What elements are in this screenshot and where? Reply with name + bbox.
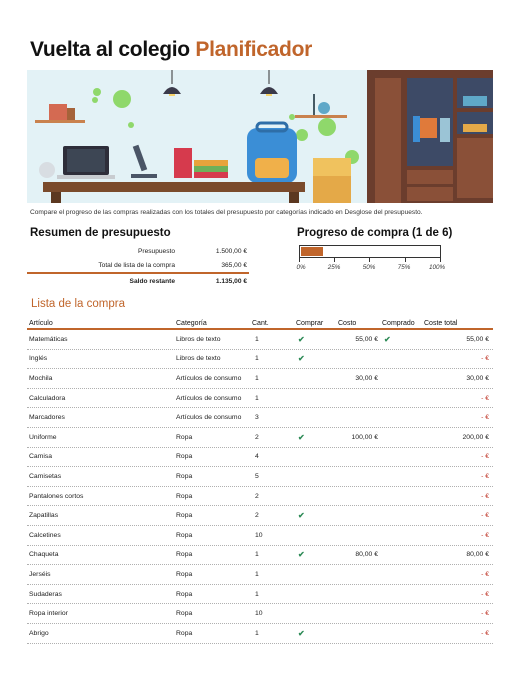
total-cost-cell: 200,00 €	[462, 433, 489, 441]
table-header	[27, 318, 493, 330]
quantity-cell[interactable]: 1	[255, 374, 259, 382]
article-cell: Pantalones cortos	[29, 492, 84, 500]
total-cost-cell: - €	[481, 355, 489, 363]
budget-summary	[27, 244, 249, 289]
quantity-cell[interactable]: 3	[255, 414, 259, 422]
table-row[interactable]	[27, 408, 493, 428]
remaining-balance-row	[27, 272, 249, 289]
purchase-progress-title: Progreso de compra (1 de 6)	[297, 227, 453, 239]
total-cost-cell: 55,00 €	[466, 335, 489, 343]
progress-tick	[369, 258, 370, 262]
cost-cell[interactable]: 55,00 €	[355, 335, 378, 343]
progress-tick	[334, 258, 335, 262]
column-header-buy: Comprar	[296, 319, 324, 327]
quantity-cell[interactable]: 1	[255, 394, 259, 402]
table-row[interactable]	[27, 369, 493, 389]
category-cell: Ropa	[176, 492, 193, 500]
total-cost-cell: - €	[481, 394, 489, 402]
column-header-quantity: Cant.	[252, 319, 269, 327]
article-cell: Calculadora	[29, 394, 66, 402]
page-caption: Compare el progreso de las compras realizadas con los totales del presupuesto por categorías indicado en Desglose del presupuesto.	[30, 209, 423, 216]
column-header-total-cost: Coste total	[424, 319, 458, 327]
quantity-cell[interactable]: 10	[255, 531, 263, 539]
title-part-1: Vuelta al colegio	[30, 38, 190, 61]
buy-checkbox[interactable]: ✔	[298, 628, 305, 638]
shopping-list-table	[27, 318, 493, 644]
quantity-cell[interactable]: 2	[255, 492, 259, 500]
shopping-total-row	[27, 258, 249, 272]
quantity-cell[interactable]: 5	[255, 472, 259, 480]
total-cost-cell: - €	[481, 531, 489, 539]
column-header-article: Artículo	[29, 319, 53, 327]
buy-checkbox[interactable]: ✔	[298, 354, 305, 364]
total-cost-cell: - €	[481, 414, 489, 422]
table-row[interactable]	[27, 506, 493, 526]
category-cell: Ropa	[176, 629, 193, 637]
buy-checkbox[interactable]: ✔	[298, 550, 305, 560]
shopping-total-value: 365,00 €	[221, 261, 247, 269]
progress-tick	[440, 258, 441, 262]
progress-tick-label: 75%	[397, 264, 411, 271]
article-cell: Ropa interior	[29, 610, 68, 618]
category-cell: Ropa	[176, 512, 193, 520]
progress-tick-label: 0%	[296, 264, 306, 271]
category-cell: Libros de texto	[176, 355, 221, 363]
total-cost-cell: - €	[481, 629, 489, 637]
article-cell: Camisetas	[29, 472, 62, 480]
total-cost-cell: 80,00 €	[466, 551, 489, 559]
article-cell: Zapatillas	[29, 512, 59, 520]
article-cell: Inglés	[29, 355, 48, 363]
table-row[interactable]	[27, 546, 493, 566]
table-body	[27, 330, 493, 644]
budget-row	[27, 244, 249, 258]
purchase-progress-fill	[301, 247, 323, 256]
category-cell: Ropa	[176, 610, 193, 618]
total-cost-cell: - €	[481, 453, 489, 461]
category-cell: Artículos de consumo	[176, 394, 242, 402]
table-row[interactable]	[27, 330, 493, 350]
total-cost-cell: - €	[481, 472, 489, 480]
category-cell: Artículos de consumo	[176, 374, 242, 382]
quantity-cell[interactable]: 2	[255, 512, 259, 520]
header-illustration	[27, 70, 493, 203]
classroom-illustration	[27, 70, 493, 203]
quantity-cell[interactable]: 1	[255, 570, 259, 578]
buy-checkbox[interactable]: ✔	[298, 432, 305, 442]
table-row[interactable]	[27, 428, 493, 448]
budget-summary-title: Resumen de presupuesto	[30, 227, 171, 239]
remaining-balance-label: Saldo restante	[129, 278, 175, 285]
quantity-cell[interactable]: 2	[255, 433, 259, 441]
category-cell: Libros de texto	[176, 335, 221, 343]
article-cell: Sudaderas	[29, 590, 62, 598]
table-row[interactable]	[27, 604, 493, 624]
buy-checkbox[interactable]: ✔	[298, 334, 305, 344]
quantity-cell[interactable]: 1	[255, 355, 259, 363]
quantity-cell[interactable]: 1	[255, 335, 259, 343]
category-cell: Ropa	[176, 570, 193, 578]
table-row[interactable]	[27, 467, 493, 487]
quantity-cell[interactable]: 4	[255, 453, 259, 461]
table-row[interactable]	[27, 389, 493, 409]
category-cell: Ropa	[176, 453, 193, 461]
cost-cell[interactable]: 80,00 €	[355, 551, 378, 559]
buy-checkbox[interactable]: ✔	[298, 511, 305, 521]
article-cell: Uniforme	[29, 433, 57, 441]
cost-cell[interactable]: 30,00 €	[355, 374, 378, 382]
total-cost-cell: - €	[481, 512, 489, 520]
article-cell: Mochila	[29, 374, 53, 382]
table-row[interactable]	[27, 526, 493, 546]
budget-label: Presupuesto	[137, 247, 175, 255]
column-header-purchased: Comprado	[382, 319, 415, 327]
total-cost-cell: - €	[481, 570, 489, 578]
article-cell: Jerséis	[29, 570, 51, 578]
progress-tick-label: 50%	[362, 264, 376, 271]
table-row[interactable]	[27, 624, 493, 644]
category-cell: Ropa	[176, 472, 193, 480]
purchase-progress-bar	[299, 245, 441, 258]
quantity-cell[interactable]: 1	[255, 551, 259, 559]
page-title	[30, 38, 312, 62]
article-cell: Camisa	[29, 453, 53, 461]
table-row[interactable]	[27, 350, 493, 370]
progress-tick-label: 25%	[327, 264, 341, 271]
remaining-balance-value: 1.135,00 €	[215, 278, 247, 285]
table-row[interactable]	[27, 448, 493, 468]
category-cell: Ropa	[176, 433, 193, 441]
quantity-cell[interactable]: 10	[255, 610, 263, 618]
shopping-total-label: Total de lista de la compra	[98, 261, 175, 269]
category-cell: Ropa	[176, 551, 193, 559]
table-row[interactable]	[27, 585, 493, 605]
progress-tick-label: 100%	[428, 264, 446, 271]
column-header-category: Categoría	[176, 319, 207, 327]
article-cell: Chaqueta	[29, 551, 59, 559]
article-cell: Abrigo	[29, 629, 49, 637]
quantity-cell[interactable]: 1	[255, 590, 259, 598]
title-part-2: Planificador	[195, 38, 312, 61]
shopping-list-title: Lista de la compra	[31, 298, 125, 310]
progress-tick	[405, 258, 406, 262]
table-row[interactable]	[27, 565, 493, 585]
purchased-checkbox[interactable]: ✔	[384, 334, 391, 344]
total-cost-cell: - €	[481, 610, 489, 618]
table-row[interactable]	[27, 487, 493, 507]
article-cell: Marcadores	[29, 414, 65, 422]
column-header-cost: Costo	[338, 319, 357, 327]
total-cost-cell: 30,00 €	[466, 374, 489, 382]
category-cell: Artículos de consumo	[176, 414, 242, 422]
article-cell: Matemáticas	[29, 335, 68, 343]
category-cell: Ropa	[176, 590, 193, 598]
total-cost-cell: - €	[481, 492, 489, 500]
budget-value: 1.500,00 €	[215, 247, 247, 255]
cost-cell[interactable]: 100,00 €	[351, 433, 378, 441]
total-cost-cell: - €	[481, 590, 489, 598]
quantity-cell[interactable]: 1	[255, 629, 259, 637]
article-cell: Calcetines	[29, 531, 61, 539]
progress-tick	[299, 258, 300, 262]
category-cell: Ropa	[176, 531, 193, 539]
